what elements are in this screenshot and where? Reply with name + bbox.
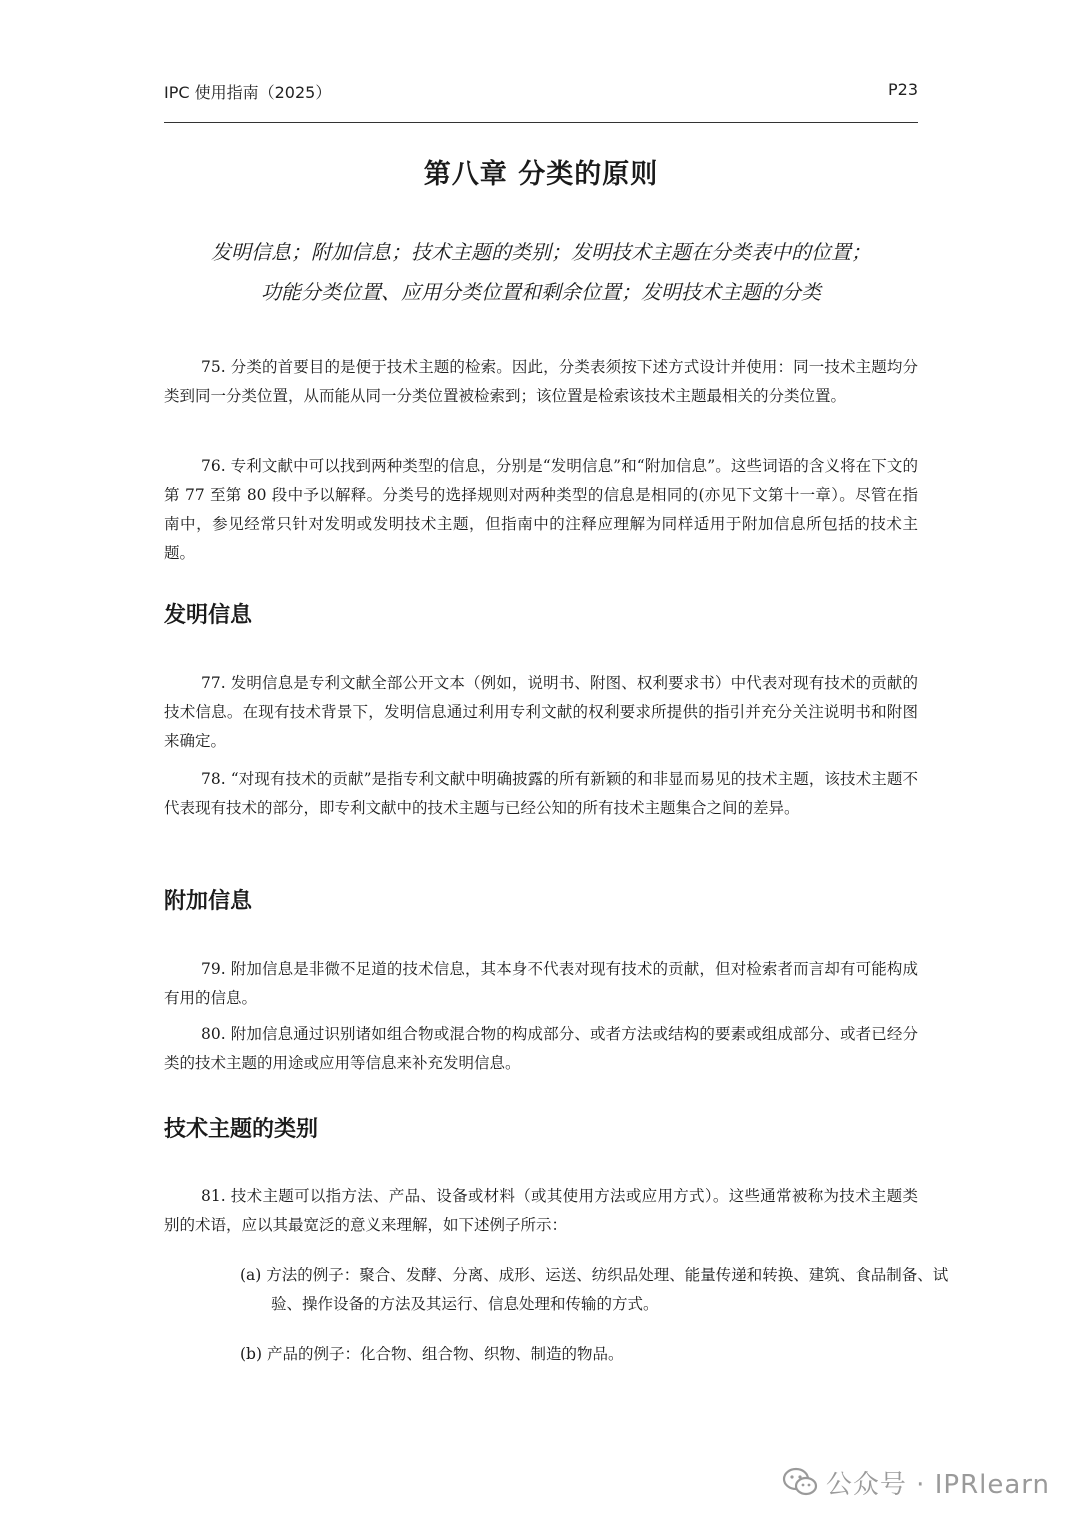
header-title: IPC 使用指南（2025） [164,83,332,102]
header-rule [164,122,918,123]
paragraph-77: 77. 发明信息是专利文献全部公开文本（例如，说明书、附图、权利要求书）中代表对现有技术的贡献的技术信息。在现有技术背景下，发明信息通过利用专利文献的权利要求所提供的指引并充分关注说明书和附图来确定。 [164,674,918,750]
paragraph-81: 81. 技术主题可以指方法、产品、设备或材料（或其使用方法或应用方式）。这些通常被称为技术主题类别的术语，应以其最宽泛的意义来理解，如下述例子所示： [164,1187,918,1234]
watermark [782,1462,1050,1502]
list-item-b: (b) 产品的例子：化合物、组合物、织物、制造的物品。 [240,1345,624,1363]
list-item-a: (a) 方法的例子：聚合、发酵、分离、成形、运送、纺织品处理、能量传递和转换、建筑、食品制备、试验、操作设备的方法及其运行、信息处理和传输的方式。 [240,1266,949,1313]
page-header [164,76,918,102]
chapter-title: 第八章 分类的原则 [423,159,659,190]
subtitle-line-1: 发明信息；附加信息；技术主题的类别；发明技术主题在分类表中的位置； [211,240,871,264]
watermark-text: 公众号 · IPRlearn [825,1469,1050,1500]
wechat-icon [782,1467,818,1497]
heading-additional-info: 附加信息 [164,889,253,914]
paragraph-79: 79. 附加信息是非微不足道的技术信息，其本身不代表对现有技术的贡献，但对检索者而言却有可能构成有用的信息。 [164,960,918,1007]
chapter-subtitle [144,232,938,312]
paragraph-76: 76. 专利文献中可以找到两种类型的信息，分别是“发明信息”和“附加信息”。这些词语的含义将在下文的第 77 至第 80 段中予以解释。分类号的选择规则对两种类型的信息是相同的(亦见下文第十一章）。尽管在指南中，参见经常只针对发明或发明技术主题，但指南中的注释应理解为同样适用于附加信息所包括的技术主题。 [164,457,918,562]
page-number: P23 [887,80,918,99]
paragraph-75: 75. 分类的首要目的是便于技术主题的检索。因此，分类表须按下述方式设计并使用：同一技术主题均分类到同一分类位置，从而能从同一分类位置被检索到；该位置是检索该技术主题最相关的分类位置。 [164,358,918,405]
heading-subject-categories: 技术主题的类别 [164,1117,319,1142]
subtitle-line-2: 功能分类位置、应用分类位置和剩余位置；发明技术主题的分类 [261,280,821,304]
paragraph-78: 78. “对现有技术的贡献”是指专利文献中明确披露的所有新颖的和非显而易见的技术主题，该技术主题不代表现有技术的部分，即专利文献中的技术主题与已经公知的所有技术主题集合之间的差异。 [164,770,918,817]
paragraph-80: 80. 附加信息通过识别诸如组合物或混合物的构成部分、或者方法或结构的要素或组成部分、或者已经分类的技术主题的用途或应用等信息来补充发明信息。 [164,1025,918,1072]
heading-invention-info: 发明信息 [164,603,253,628]
